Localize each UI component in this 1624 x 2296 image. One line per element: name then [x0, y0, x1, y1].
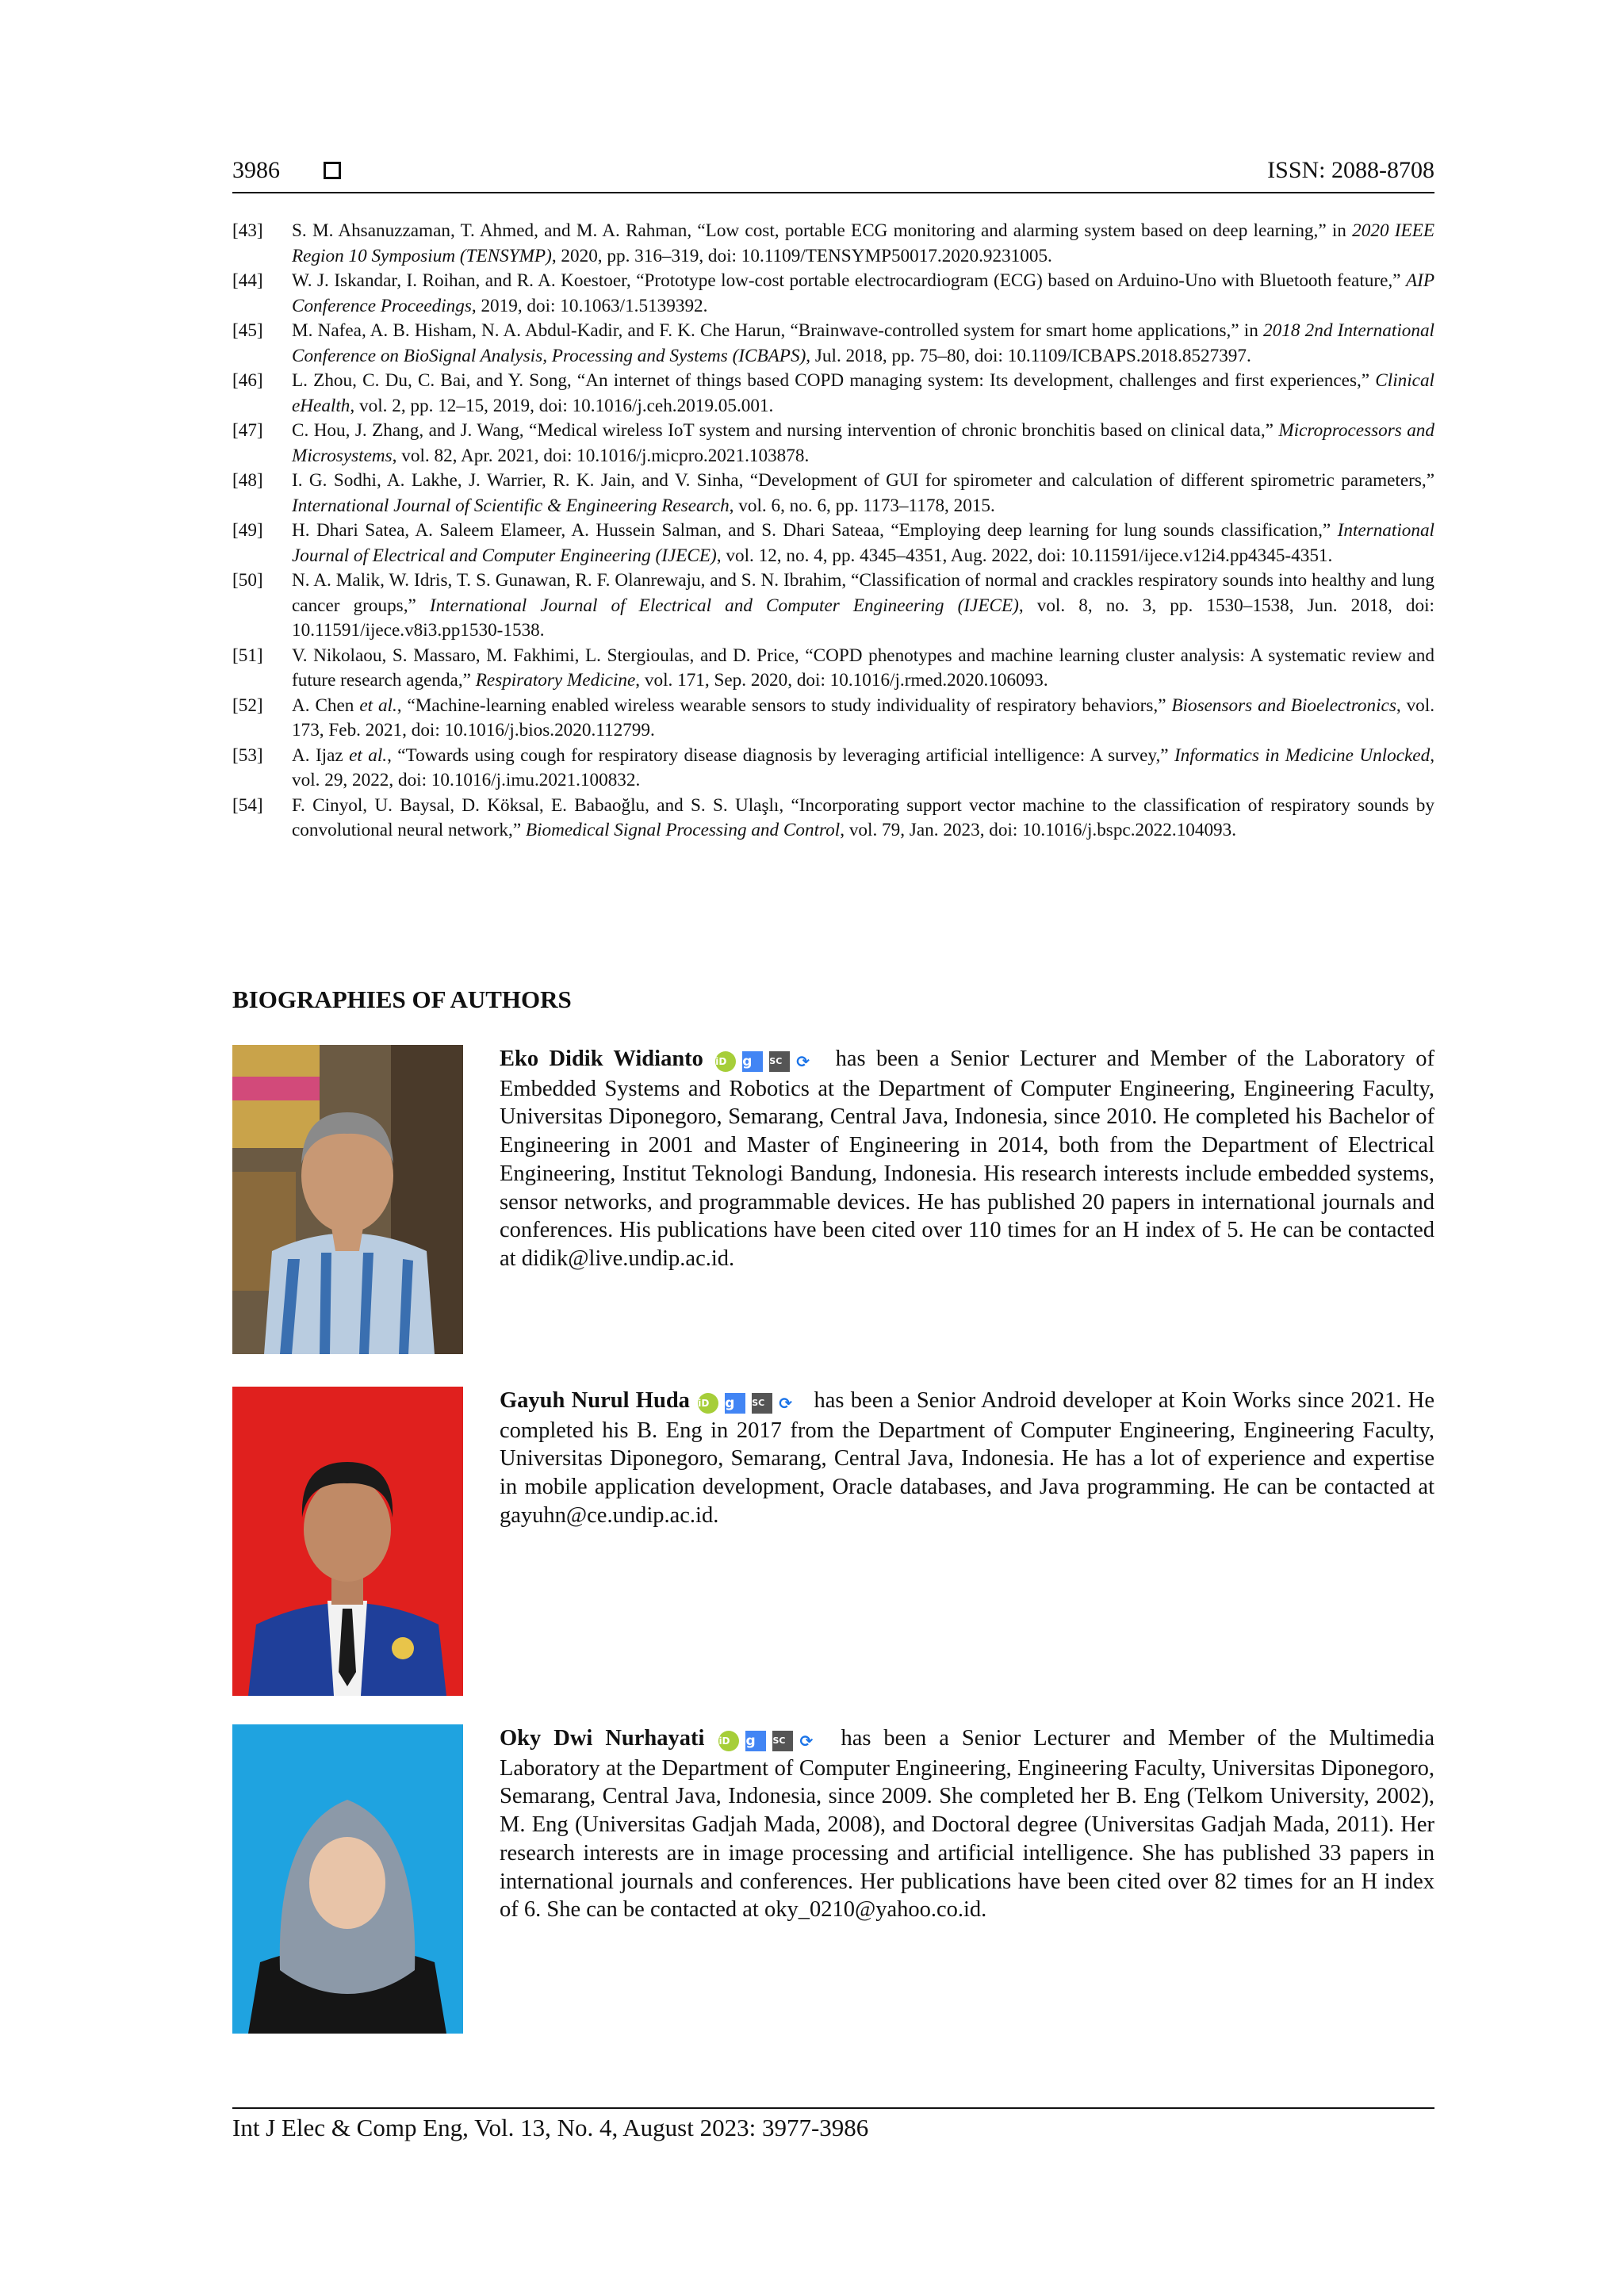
reference-number: [52]	[232, 695, 263, 716]
reference-item: [47] C. Hou, J. Zhang, and J. Wang, “Medical wireless IoT system and nursing intervention of chronic bronchitis based on clinical data,” Microprocessors and Microsystems, vol. 82, Apr. 2021, doi: 10.1016/j.micpro.2021.103878.	[232, 420, 1434, 466]
bio-description: has been a Senior Android developer at Koin Works since 2021. He completed his B. Eng in 2017 from the Department of Computer Engineering, Engineering Faculty, Universitas Diponegoro, Semarang, Central Java, Indonesia. He has a lot of experience and expertise in mobile application development, Oracle databases, and Java programming. He can be contacted at gayuhn@ce.undip.ac.id.	[500, 1388, 1435, 1528]
reference-item: [54] F. Cinyol, U. Baysal, D. Köksal, E. Babaoğlu, and S. S. Ulaşlı, “Incorporating support vector machine to the classification of respiratory sounds by convolutional neural network,” Biomedical Signal Processing and Control, vol. 79, Jan. 2023, doi: 10.1016/j.bspc.2022.104093.	[232, 794, 1434, 840]
orcid-icon[interactable]: iD	[718, 1731, 739, 1751]
page-number: 3986	[232, 157, 280, 183]
reference-item: [48] I. G. Sodhi, A. Lakhe, J. Warrier, R. K. Jain, and V. Sinha, “Development of GUI for spirometer and calculation of different spirometric parameters,” International Journal of Scientific & Engineering Research, vol. 6, no. 6, pp. 1173–1178, 2015.	[232, 470, 1434, 516]
biographies-heading: BIOGRAPHIES OF AUTHORS	[232, 985, 572, 1013]
reference-number: [51]	[232, 645, 263, 666]
reference-number: [46]	[232, 370, 263, 391]
reference-item: [49] H. Dhari Satea, A. Saleem Elameer, A. Hussein Salman, and S. Dhari Sateaa, “Employing deep learning for lung sounds classification,” International Journal of Electrical and Computer Engineering (IJECE), vol. 12, no. 4, pp. 4345–4351, Aug. 2022, doi: 10.11591/ijece.v12i4.pp4345-4351.	[232, 520, 1434, 566]
orcid-icon[interactable]: iD	[698, 1393, 718, 1414]
reference-item: [51] V. Nikolaou, S. Massaro, M. Fakhimi, L. Stergioulas, and D. Price, “COPD phenotypes and machine learning cluster analysis: A systematic review and future research agenda,” Respiratory Medicine, vol. 171, Sep. 2020, doi: 10.1016/j.rmed.2020.106093.	[232, 645, 1434, 691]
reference-item: [52] A. Chen et al., “Machine-learning enabled wireless wearable sensors to study individuality of respiratory behaviors,” Biosensors and Bioelectronics, vol. 173, Feb. 2021, doi: 10.1016/j.bios.2020.112799.	[232, 695, 1434, 740]
references-list	[232, 219, 1434, 844]
reference-number: [48]	[232, 470, 263, 491]
reference-item: [50] N. A. Malik, W. Idris, T. S. Gunawan, R. F. Olanrewaju, and S. N. Ibrahim, “Classification of normal and crackles respiratory sounds into healthy and lung cancer groups,” International Journal of Electrical and Computer Engineering (IJECE), vol. 8, no. 3, pp. 1530–1538, Jun. 2018, doi: 10.11591/ijece.v8i3.pp1530-1538.	[232, 570, 1434, 641]
reference-number: [54]	[232, 794, 263, 816]
publons-icon[interactable]: ⟳	[799, 1732, 814, 1751]
scopus-icon[interactable]: SC	[772, 1731, 793, 1751]
bio-text	[500, 1724, 1434, 1924]
reference-number: [53]	[232, 744, 263, 766]
reference-item: [53] A. Ijaz et al., “Towards using cough for respiratory disease diagnosis by leveraging artificial intelligence: A survey,” Informatics in Medicine Unlocked, vol. 29, 2022, doi: 10.1016/j.imu.2021.100832.	[232, 744, 1434, 790]
issn-label: ISSN: 2088-8708	[1267, 157, 1434, 183]
reference-number: [50]	[232, 570, 263, 591]
author-photo	[232, 1387, 463, 1696]
page-header	[232, 155, 1434, 193]
author-photo	[232, 1724, 463, 2034]
scopus-icon[interactable]: SC	[752, 1393, 772, 1414]
google-scholar-icon[interactable]: g	[725, 1393, 745, 1414]
reference-item: [43] S. M. Ahsanuzzaman, T. Ahmed, and M. A. Rahman, “Low cost, portable ECG monitoring and alarming system based on deep learning,” in 2020 IEEE Region 10 Symposium (TENSYMP), 2020, pp. 316–319, doi: 10.1109/TENSYMP50017.2020.9231005.	[232, 220, 1434, 266]
author-name: Eko Didik Widianto	[500, 1047, 703, 1071]
google-scholar-icon[interactable]: g	[745, 1731, 766, 1751]
reference-item: [44] W. J. Iskandar, I. Roihan, and R. A. Koestoer, “Prototype low-cost portable electrocardiogram (ECG) based on Arduino-Uno with Bluetooth feature,” AIP Conference Proceedings, 2019, doi: 10.1063/1.5139392.	[232, 270, 1434, 316]
reference-number: [44]	[232, 270, 263, 291]
bio-text	[500, 1387, 1434, 1530]
bio-description: has been a Senior Lecturer and Member of the Multimedia Laboratory at the Department of Computer Engineering, Engineering Faculty, Universitas Diponegoro, Semarang, Central Java, Indonesia, since 2009. She completed her B. Eng (Telkom University, 2002), M. Eng (Universitas Gadjah Mada, 2008), and Doctoral degree (Universitas Gadjah Mada, 2011). Her research interests are in image processing and artificial intelligence. She has published 33 papers in international journals and conferences. Her publications have been cited over 82 times for an H index of 6. She can be contacted at oky_0210@yahoo.co.id.	[500, 1726, 1434, 1923]
google-scholar-icon[interactable]: g	[742, 1051, 763, 1072]
reference-number: [45]	[232, 320, 263, 341]
orcid-icon[interactable]: iD	[715, 1051, 736, 1072]
author-name: Oky Dwi Nurhayati	[500, 1726, 705, 1751]
publons-icon[interactable]: ⟳	[779, 1394, 792, 1414]
publons-icon[interactable]: ⟳	[796, 1052, 810, 1072]
reference-number: [49]	[232, 520, 263, 541]
author-name: Gayuh Nurul Huda	[500, 1388, 690, 1413]
author-photo	[232, 1045, 463, 1354]
reference-number: [43]	[232, 220, 263, 241]
reference-item: [46] L. Zhou, C. Du, C. Bai, and Y. Song, “An internet of things based COPD managing system: Its development, challenges and first experiences,” Clinical eHealth, vol. 2, pp. 12–15, 2019, doi: 10.1016/j.ceh.2019.05.001.	[232, 370, 1434, 416]
square-icon	[324, 162, 341, 179]
bio-description: has been a Senior Lecturer and Member of the Laboratory of Embedded Systems and Robotics at the Department of Computer Engineering, Engineering Faculty, Universitas Diponegoro, Semarang, Central Java, Indonesia, since 2010. He completed his Bachelor of Engineering in 2001 and Master of Engineering in 2014, both from the Department of Electrical Engineering, Institut Teknologi Bandung, Indonesia. His research interests include embedded systems, sensor networks, and programmable devices. He has published 20 papers in international journals and conferences. His publications have been cited over 110 times for an H index of 5. He can be contacted at didik@live.undip.ac.id.	[500, 1047, 1434, 1271]
reference-item: [45] M. Nafea, A. B. Hisham, N. A. Abdul-Kadir, and F. K. Che Harun, “Brainwave-controlled system for smart home applications,” in 2018 2nd International Conference on BioSignal Analysis, Processing and Systems (ICBAPS), Jul. 2018, pp. 75–80, doi: 10.1109/ICBAPS.2018.8527397.	[232, 320, 1434, 366]
journal-citation: Int J Elec & Comp Eng, Vol. 13, No. 4, August 2023: 3977-3986	[232, 2114, 869, 2141]
page-footer	[232, 2107, 1434, 2142]
bio-text	[500, 1045, 1434, 1273]
scopus-icon[interactable]: SC	[769, 1051, 790, 1072]
reference-number: [47]	[232, 420, 263, 441]
